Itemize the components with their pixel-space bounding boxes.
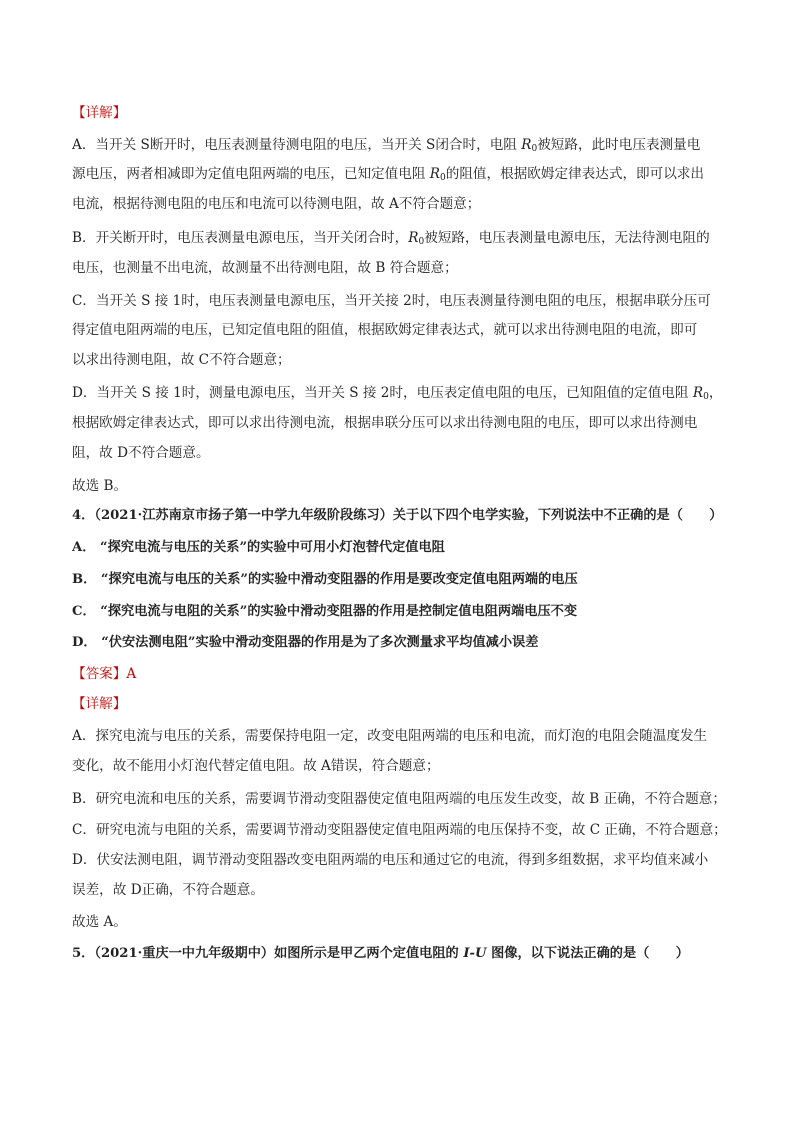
q4-option-a: A． “探究电流与电压的关系”的实验中可用小灯泡替代定值电阻 [72, 540, 445, 555]
text-span: ， [708, 385, 723, 401]
q3-explanation-c-line-2: 得定值电阻两端的电压，已知定值电阻的阻值，根据欧姆定律表达式，就可以求出待测电阻的电流，即可 [72, 322, 698, 338]
r0-subscript: 0 [440, 173, 446, 183]
r0-subscript: 0 [703, 392, 709, 402]
answer-value: A [126, 666, 137, 682]
q3-explanation-a-line-1 [72, 136, 732, 158]
text-span: 源电压，两者相减即为定值电阻两端的电压，已知定值电阻 [72, 166, 430, 182]
answer-label: 【答案】 [72, 666, 127, 682]
detail-label: 【详解】 [72, 105, 127, 121]
q3-explanation-a-line-3: 电流，根据待测电阻的电压和电流可以待测电阻，故 A不符合题意； [72, 196, 481, 212]
q3-explanation-a-line-2 [72, 165, 732, 187]
text-span: 的阻值，根据欧姆定律表达式，即可以求出 [445, 166, 705, 182]
r0-symbol: R [692, 385, 704, 401]
q3-explanation-c-line-1: C．当开关 S 接 1时，电压表测量电源电压，当开关接 2时，电压表测量待测电阻的电压，根据串联分压可 [72, 293, 711, 309]
text-span: 5．（2021·重庆一中九年级期中）如图所示是甲乙两个定值电阻的 [72, 946, 464, 961]
r0-symbol: R [429, 166, 441, 182]
iu-symbol: I-U [463, 946, 487, 961]
q4-answer [72, 665, 732, 683]
q3-explanation-d-line-2: 根据欧姆定律表达式，即可以求出待测电流，根据串联分压可以求出待测电阻的电压，即可以求出待测电 [72, 415, 698, 431]
q4-explanation-d-line-2: 误差，故 D正确，不符合题意。 [72, 882, 264, 898]
r0-subscript: 0 [418, 237, 425, 247]
q4-explanation-c-line-1: C．研究电流与电阻的关系，需要调节滑动变阻器使定值电阻两端的电压保持不变，故 C 正确，不符合题意； [72, 822, 727, 838]
text-span: B．开关断开时，电压表测量电源电压，当开关闭合时， [72, 230, 409, 246]
q4-explanation-a-line-2: 变化，故不能用小灯泡代替定值电阻。故 A错误，符合题意； [72, 758, 440, 774]
q3-conclusion: 故选 B。 [72, 478, 128, 494]
q3-explanation-b-line-2: 电压，也测量不出电流，故测量不出待测电阻，故 B 符合题意； [72, 260, 458, 276]
q5-stem [72, 945, 732, 963]
q4-option-b: B． “探究电流与电压的关系”的实验中滑动变阻器的作用是要改变定值电阻两端的电压 [72, 572, 578, 587]
text-span: 被短路，电压表测量电源电压，无法待测电阻的 [424, 230, 710, 246]
r0-symbol: R [408, 230, 419, 246]
q4-conclusion: 故选 A。 [72, 914, 127, 930]
r0-subscript: 0 [531, 144, 538, 154]
q3-explanation-d-line-3: 阻，故 D不符合题意。 [72, 445, 210, 461]
q4-explanation-a-line-1: A．探究电流与电压的关系，需要保持电阻一定，改变电阻两端的电压和电流，而灯泡的电阻会随温度发生 [72, 728, 708, 744]
q4-option-d: D． “伏安法测电阻”实验中滑动变阻器的作用是为了多次测量求平均值减小误差 [72, 635, 539, 650]
q4-explanation-b-line-1: B．研究电流和电压的关系，需要调节滑动变阻器使定值电阻两端的电压发生改变，故 B 正确，不符合题意； [72, 791, 726, 807]
q4-option-c: C． “探究电流与电阻的关系”的实验中滑动变阻器的作用是控制定值电阻两端电压不变 [72, 604, 578, 619]
q3-explanation-d-line-1 [72, 384, 732, 406]
q4-detail-label: 【详解】 [72, 696, 127, 712]
text-span: 被短路，此时电压表测量电 [537, 137, 701, 153]
r0-symbol: R [521, 137, 532, 153]
q3-explanation-c-line-3: 以求出待测电阻，故 C不符合题意； [72, 352, 291, 368]
q4-stem: 4．（2021·江苏南京市扬子第一中学九年级阶段练习）关于以下四个电学实验，下列说法中不正确的是（ ） [72, 508, 723, 523]
q4-explanation-d-line-1: D．伏安法测电阻，调节滑动变阻器改变电阻两端的电压和通过它的电流，得到多组数据，求平均值来减小 [72, 852, 709, 868]
text-span: A．当开关 S断开时，电压表测量待测电阻的电压，当开关 S闭合时，电阻 [72, 137, 522, 153]
text-span: 图像，以下说法正确的是（ ） [486, 946, 689, 961]
q3-explanation-b-line-1 [72, 229, 732, 251]
text-span: D．当开关 S 接 1时，测量电源电压，当开关 S 接 2时，电压表定值电阻的电压，已知阻值的定值电阻 [72, 385, 693, 401]
